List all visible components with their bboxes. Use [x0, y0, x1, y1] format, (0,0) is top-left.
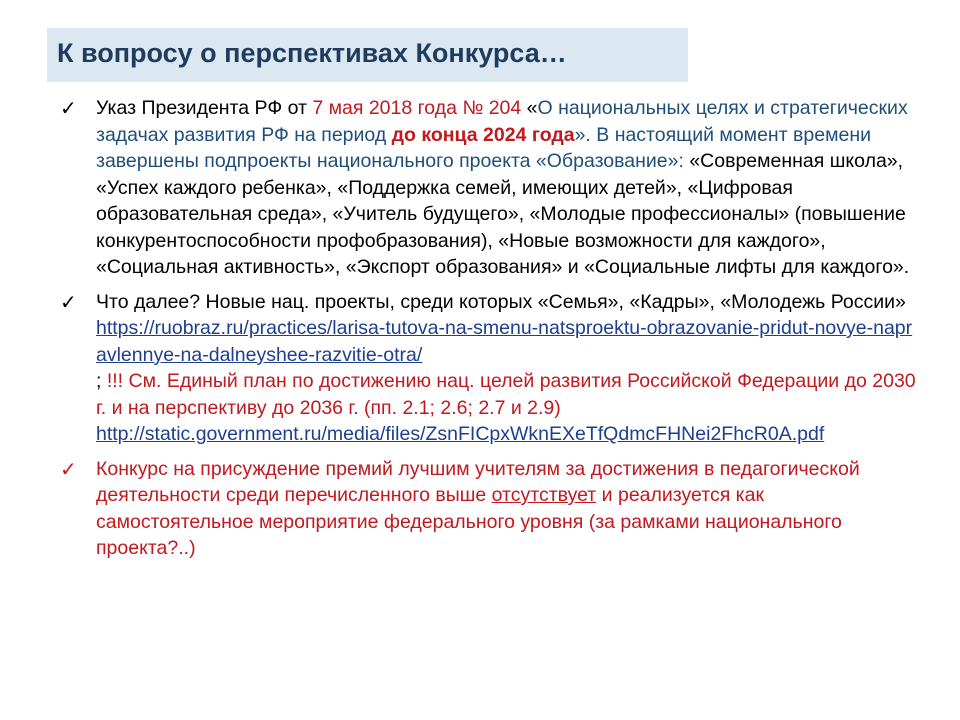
contest-text-end: и реализуется как самостоятельное мероприятие федерального уровня (за рамками национального проекта?..) — [96, 484, 842, 559]
decree-date: 7 мая 2018 года № 204 — [312, 97, 522, 119]
content-list — [56, 95, 916, 570]
next-paragraph — [96, 289, 916, 448]
decree-paragraph — [96, 95, 916, 281]
separator: ; — [96, 370, 107, 392]
subprojects-list: «Современная школа», «Успех каждого ребенка», «Поддержка семей, имеющих детей», «Цифровая образовательная среда», «Учитель будущего», «Молодые профессионалы» (повышение конкурентоспособности профобразования), «Новые возможности для каждого», «Социальная активность», «Экспорт образования» и «Социальные лифты для каждого». — [96, 150, 910, 278]
list-item-next — [56, 289, 916, 448]
quote-open: « — [521, 97, 538, 119]
contest-paragraph — [96, 456, 916, 562]
contest-text: Конкурс на присуждение премий лучшим учителям за достижения в педагогической деятельности среди перечисленного выше — [96, 457, 860, 506]
check-mark-icon: ✓ — [60, 456, 77, 481]
decree-intro: Указ Президента РФ от — [96, 97, 313, 119]
check-mark-icon: ✓ — [60, 289, 77, 314]
title-bar — [47, 28, 688, 82]
government-pdf-link[interactable]: http://static.government.ru/media/files/ZsnFICpxWknEXeTfQdmcFHNei2FhcR0A.pdf — [96, 423, 825, 445]
current-status: В настоящий момент времени завершены подпроекты национального проекта «Образование»: — [96, 123, 871, 172]
ruobraz-link[interactable]: https://ruobraz.ru/practices/larisa-tutova-na-smenu-natsproektu-obrazovanie-pridut-novye-napravlennye-na-dalneyshee-razvitie-otra/ — [96, 317, 913, 366]
decree-deadline: до конца 2024 года — [391, 123, 575, 146]
absent-word: отсутствует — [491, 484, 597, 506]
page-title: К вопросу о перспективах Конкурса… — [57, 38, 567, 68]
unified-plan-note: !!! См. Единый план по достижению нац. целей развития Российской Федерации до 2030 г. и на перспективу до 2036 г. (пп. 2.1; 2.6; 2.7 и 2.9) — [96, 370, 916, 419]
decree-name: О национальных целях и стратегических задачах развития РФ на период — [96, 97, 908, 146]
list-item-contest — [56, 456, 916, 562]
quote-close: ». — [574, 123, 597, 146]
list-item-decree — [56, 95, 916, 281]
check-mark-icon: ✓ — [60, 96, 77, 120]
next-intro: Что далее? Новые нац. проекты, среди которых «Семья», «Кадры», «Молодежь России» — [96, 290, 906, 313]
